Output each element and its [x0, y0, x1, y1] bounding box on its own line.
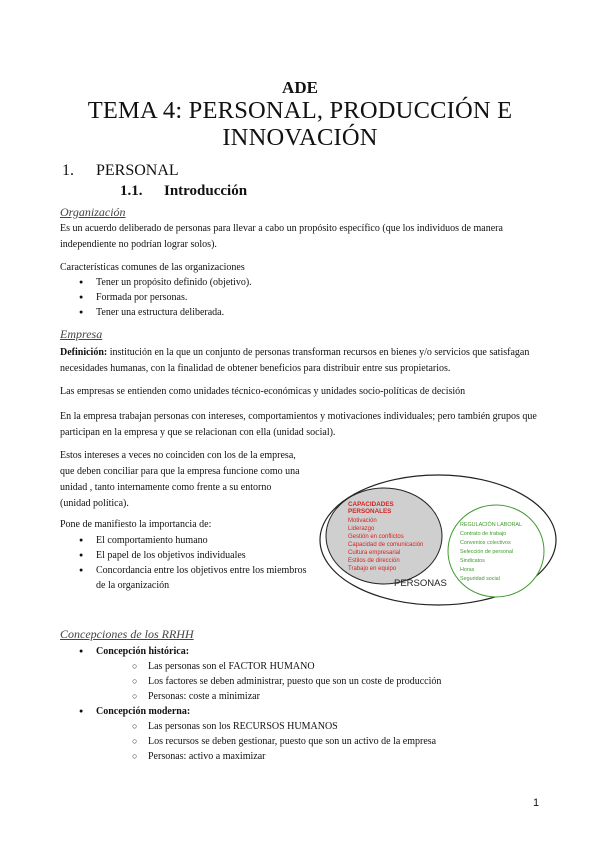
- subsection-heading: [120, 183, 247, 200]
- subject-title: ADE: [282, 78, 318, 97]
- list-item: ○ Personas: activo a maximizar: [96, 749, 538, 764]
- list-item: ○ Las personas son el FACTOR HUMANO: [96, 659, 538, 674]
- regulacion-item: Sindicatos: [460, 558, 485, 564]
- organizacion-text: Es un acuerdo deliberado de personas para llevar a cabo un propósito específico (que los individuos de manera independiente no podrían lograr solos).: [60, 223, 503, 250]
- subsection-label: Introducción: [164, 183, 248, 199]
- empresa-paragraph: Estos intereses a veces no coinciden con los de la empresa, que deben conciliar para que la empresa funcione como una unidad , tanto internamente como frente a su entorno (unidad política).: [60, 450, 300, 509]
- list-item: ● Formada por personas.: [60, 290, 530, 305]
- list-item: ● Concordancia entre los objetivos entre los miembros de la organización: [60, 563, 316, 593]
- list-item: ○ Los factores se deben administrar, puesto que son un coste de producción: [96, 674, 538, 689]
- personas-caption: PERSONAS: [394, 578, 447, 589]
- list-item: ● El papel de los objetivos individuales: [60, 548, 316, 563]
- organizacion-heading: Organización: [60, 205, 126, 219]
- list-item: ○ Los recursos se deben gestionar, puesto que son un activo de la empresa: [96, 734, 538, 749]
- regulacion-title: REGULACIÓN LABORAL: [460, 522, 523, 528]
- definition-label: Definición:: [60, 347, 108, 358]
- concepcion-sublist: [96, 719, 538, 764]
- rrhh-list: [60, 644, 538, 764]
- list-item: ○ Personas: coste a minimizar: [96, 689, 538, 704]
- organizacion-list: [60, 275, 530, 320]
- concepcion-label: Concepción histórica:: [96, 646, 190, 657]
- list-item: [60, 704, 538, 764]
- list-item: [60, 644, 538, 704]
- personas-diagram: [314, 470, 564, 610]
- page-title: TEMA 4: PERSONAL, PRODUCCIÓN E INNOVACIÓN: [87, 97, 513, 151]
- list-item: ○ Las personas son los RECURSOS HUMANOS: [96, 719, 538, 734]
- regulacion-item: Convenios colectivos: [460, 540, 511, 546]
- empresa-list: [60, 533, 316, 593]
- concepcion-sublist: [96, 659, 538, 704]
- regulacion-item: Seguridad social: [460, 576, 500, 582]
- empresa-heading: Empresa: [60, 327, 103, 341]
- capacidad-item: Capacidad de comunicación: [348, 542, 424, 548]
- empresa-definition: [60, 345, 538, 377]
- regulacion-item: Contrato de trabajo: [460, 531, 507, 537]
- capacidad-item: Gestión en conflictos: [348, 534, 404, 540]
- subsection-number: 1.1.: [120, 183, 143, 199]
- regulacion-item: Selección de personal: [460, 549, 514, 555]
- capacidad-item: Cultura empresarial: [348, 550, 401, 556]
- page-number: 1: [533, 797, 540, 809]
- capacidad-item: Estilos de dirección: [348, 558, 400, 564]
- capacidades-title: CAPACIDADES: [348, 501, 394, 508]
- section-number: 1.: [62, 162, 74, 179]
- list-item: ● Tener una estructura deliberada.: [60, 305, 530, 320]
- capacidad-item: Trabajo en equipo: [348, 566, 397, 572]
- list-item: ● Tener un propósito definido (objetivo).: [60, 275, 530, 290]
- empresa-paragraph: Pone de manifiesto la importancia de:: [60, 519, 212, 530]
- section-heading: [62, 162, 179, 180]
- empresa-paragraph: Las empresas se entienden como unidades técnico-económicas y unidades socio-políticas de decisión: [60, 386, 466, 397]
- organizacion-list-intro: Características comunes de las organizaciones: [60, 262, 245, 273]
- concepcion-label: Concepción moderna:: [96, 706, 191, 717]
- section-label: PERSONAL: [96, 162, 179, 179]
- capacidad-item: Motivación: [348, 518, 377, 524]
- capacidad-item: Liderazgo: [348, 526, 375, 532]
- rrhh-heading: Concepciones de los RRHH: [60, 627, 194, 641]
- definition-text: institución en la que un conjunto de personas transforman recursos en bienes y/o servicios que satisfagan necesidades humanas, con la finalidad de obtener beneficios para distribuir entre sus propietarios.: [60, 347, 530, 374]
- list-item: ● El comportamiento humano: [60, 533, 316, 548]
- regulacion-item: Horas: [460, 567, 475, 573]
- capacidades-title: PERSONALES: [348, 508, 392, 515]
- empresa-paragraph: En la empresa trabajan personas con intereses, comportamientos y motivaciones individuales; pero también grupos que participan en la empresa y que se relacionan con ella (unidad social).: [60, 411, 537, 438]
